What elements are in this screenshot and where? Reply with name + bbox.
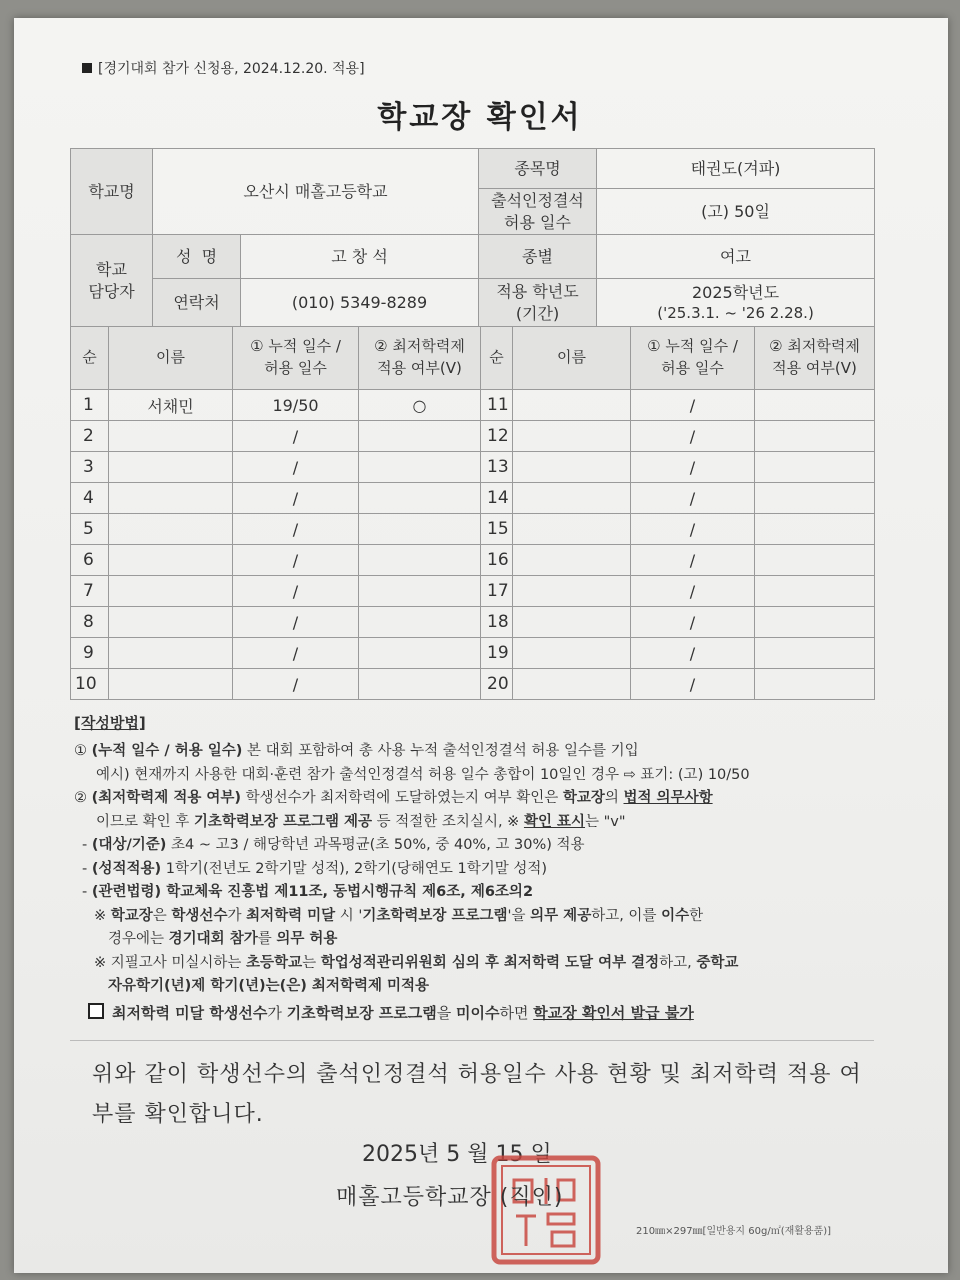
row-number: 9 bbox=[71, 638, 109, 669]
days-value: / bbox=[233, 483, 359, 514]
guide-line bbox=[74, 763, 884, 787]
writing-guide bbox=[74, 712, 884, 1025]
confirmation-text: 위와 같이 학생선수의 출석인정결석 허용일수 사용 현황 및 최저학력 적용 여부를 확인합니다. bbox=[92, 1062, 862, 1127]
days-value: / bbox=[631, 514, 755, 545]
guide-text: 학교체육 진흥법 제11조, 동법시행규칙 제6조, 제6조의2 bbox=[161, 884, 534, 900]
guide-text: ※ bbox=[94, 907, 111, 924]
min-check bbox=[755, 390, 875, 421]
staff-label-line2: 담당자 bbox=[88, 281, 135, 301]
min-check bbox=[755, 483, 875, 514]
contact-label: 연락처 bbox=[153, 279, 241, 327]
guide-line bbox=[74, 833, 884, 857]
days-value: / bbox=[631, 669, 755, 700]
table-row bbox=[71, 638, 875, 669]
allowance-label-line1: 출석인정결석 bbox=[491, 190, 584, 210]
name-header-right: 이름 bbox=[513, 327, 631, 390]
min-header-right bbox=[755, 327, 875, 390]
days-value: / bbox=[631, 483, 755, 514]
guide-line bbox=[74, 904, 884, 928]
min-check bbox=[359, 607, 481, 638]
student-name: 서채민 bbox=[109, 390, 233, 421]
days-value: / bbox=[233, 576, 359, 607]
student-name bbox=[109, 638, 233, 669]
guide-text: (관련법령) bbox=[91, 884, 162, 900]
guide-text: (대상/기준) bbox=[91, 837, 167, 853]
document-title: 학교장 확인서 bbox=[377, 100, 583, 135]
table-row bbox=[71, 390, 875, 421]
guide-text: 시 ' bbox=[335, 907, 363, 924]
days-header-line2: 허용 일수 bbox=[264, 359, 327, 377]
paper-spec: 210㎜×297㎜[일반용지 60g/㎡(재활용품)] bbox=[636, 1226, 832, 1237]
days-value: / bbox=[233, 452, 359, 483]
guide-text: 이수 bbox=[661, 907, 690, 924]
row-number: 14 bbox=[481, 483, 513, 514]
guide-final-line bbox=[74, 1002, 884, 1026]
days-value: / bbox=[233, 421, 359, 452]
student-name bbox=[513, 514, 631, 545]
days-value: / bbox=[233, 514, 359, 545]
table-row bbox=[71, 452, 875, 483]
min-check bbox=[755, 421, 875, 452]
guide-line bbox=[74, 857, 884, 881]
row-number: 7 bbox=[71, 576, 109, 607]
student-name bbox=[513, 483, 631, 514]
row-number: 8 bbox=[71, 607, 109, 638]
guide-text: (누적 일수 / 허용 일수) bbox=[91, 743, 243, 759]
guide-line bbox=[74, 974, 884, 998]
event-label: 종목명 bbox=[479, 149, 597, 189]
row-number: 15 bbox=[481, 514, 513, 545]
guide-text: 하고, 이를 bbox=[591, 907, 662, 924]
guide-text: 을 bbox=[436, 1003, 457, 1022]
row-number: 11 bbox=[481, 390, 513, 421]
min-check bbox=[359, 545, 481, 576]
guide-text: 한 bbox=[689, 907, 704, 924]
min-header-line1: ② 최저학력제 bbox=[374, 337, 465, 356]
min-header bbox=[359, 327, 481, 390]
guide-text: - bbox=[82, 884, 92, 900]
row-number: 2 bbox=[71, 421, 109, 452]
student-name bbox=[109, 669, 233, 700]
row-number: 4 bbox=[71, 483, 109, 514]
guide-text: 학생선수 bbox=[171, 907, 228, 924]
min-check bbox=[359, 638, 481, 669]
name-label: 성 명 bbox=[153, 235, 241, 279]
student-name bbox=[513, 545, 631, 576]
guide-text: 예시) 현재까지 사용한 대회·훈련 참가 출석인정결석 허용 일수 총합이 10일인 경우 ⇨ 표기: (고) 10/50 bbox=[96, 766, 750, 783]
form-note bbox=[82, 58, 365, 78]
guide-text: 의무 제공 bbox=[530, 907, 592, 924]
allowance-label-line2: 허용 일수 bbox=[504, 212, 571, 232]
student-name bbox=[109, 545, 233, 576]
row-number: 17 bbox=[481, 576, 513, 607]
days-value: / bbox=[233, 638, 359, 669]
guide-line bbox=[74, 927, 884, 951]
guide-text: 최저학력 미달 학생선수 bbox=[112, 1003, 268, 1022]
days-header-right-line2: 허용 일수 bbox=[661, 359, 724, 377]
min-check bbox=[359, 514, 481, 545]
student-name bbox=[513, 421, 631, 452]
square-bullet-icon bbox=[82, 63, 92, 73]
days-value: / bbox=[631, 452, 755, 483]
days-value: 19/50 bbox=[233, 390, 359, 421]
guide-text: 를 bbox=[257, 931, 277, 947]
guide-text: 는 bbox=[302, 954, 321, 971]
days-value: / bbox=[631, 390, 755, 421]
checkbox-arrow-icon bbox=[88, 1003, 104, 1019]
student-name bbox=[109, 576, 233, 607]
student-name bbox=[513, 669, 631, 700]
guide-text: 학생선수가 최저학력에 도달하였는지 여부 확인은 bbox=[241, 790, 563, 806]
order-header-right: 순 bbox=[481, 327, 513, 390]
student-name bbox=[513, 638, 631, 669]
event-value: 태권도(겨파) bbox=[597, 149, 875, 189]
principal-signature: 매홀고등학교장 (직인) bbox=[336, 1185, 564, 1210]
year-label bbox=[479, 279, 597, 327]
guide-text: 기초학력보장 프로그램 bbox=[286, 1003, 437, 1022]
guide-text: ② bbox=[74, 790, 92, 806]
year-value bbox=[597, 279, 875, 327]
days-value: / bbox=[233, 607, 359, 638]
days-value: / bbox=[631, 638, 755, 669]
row-number: 20 bbox=[481, 669, 513, 700]
row-number: 13 bbox=[481, 452, 513, 483]
days-header bbox=[233, 327, 359, 390]
min-check bbox=[755, 669, 875, 700]
guide-line bbox=[74, 786, 884, 810]
guide-line bbox=[74, 951, 884, 975]
year-value-line1: 2025학년도 bbox=[691, 282, 780, 302]
student-name bbox=[109, 452, 233, 483]
min-check: ○ bbox=[359, 390, 481, 421]
guide-text: 기초학력보장 프로그램 bbox=[362, 907, 508, 924]
guide-line bbox=[74, 739, 884, 763]
staff-label bbox=[71, 235, 153, 327]
school-label: 학교명 bbox=[71, 149, 153, 235]
min-header-right-line2: 적용 여부(V) bbox=[772, 359, 857, 377]
student-name bbox=[513, 390, 631, 421]
days-value: / bbox=[631, 576, 755, 607]
guide-text: 학교장 확인서 발급 불가 bbox=[533, 1003, 694, 1022]
guide-text: 가 bbox=[267, 1003, 287, 1022]
min-check bbox=[359, 421, 481, 452]
guide-text: 은 bbox=[152, 907, 172, 924]
year-label-line1: 적용 학년도 bbox=[496, 281, 579, 301]
days-value: / bbox=[233, 545, 359, 576]
min-header-line2: 적용 여부(V) bbox=[377, 359, 462, 377]
guide-text: 학교장 bbox=[110, 907, 153, 924]
guide-text: (성적적용) bbox=[91, 860, 162, 877]
form-note-text: [경기대회 참가 신청용, 2024.12.20. 적용] bbox=[98, 61, 365, 77]
student-name bbox=[513, 576, 631, 607]
guide-text: 하면 bbox=[499, 1003, 534, 1022]
name-header: 이름 bbox=[109, 327, 233, 390]
student-name bbox=[109, 607, 233, 638]
row-number: 1 bbox=[71, 390, 109, 421]
days-header-right bbox=[631, 327, 755, 390]
guide-text: 초4 ~ 고3 / 해당학년 과목평균(초 50%, 중 40%, 고 30%) 적용 bbox=[166, 837, 585, 853]
days-value: / bbox=[631, 545, 755, 576]
table-row bbox=[71, 514, 875, 545]
contact-value: (010) 5349-8289 bbox=[241, 279, 479, 327]
guide-text: ※ 지필고사 미실시하는 bbox=[94, 954, 247, 971]
guide-title: [작성방법] bbox=[74, 714, 146, 732]
info-table bbox=[70, 148, 875, 327]
guide-text: 등 적절한 조치실시, ※ bbox=[372, 813, 524, 830]
guide-text: 최저학력 미달 bbox=[246, 907, 336, 924]
allowance-value: (고) 50일 bbox=[597, 189, 875, 235]
row-number: 16 bbox=[481, 545, 513, 576]
student-roster-table bbox=[70, 326, 875, 700]
year-label-line2: (기간) bbox=[515, 303, 560, 323]
min-check bbox=[755, 638, 875, 669]
table-row bbox=[71, 576, 875, 607]
category-label: 종별 bbox=[479, 235, 597, 279]
school-value: 오산시 매홀고등학교 bbox=[153, 149, 479, 235]
divider bbox=[70, 1040, 874, 1041]
guide-text: 하고, bbox=[659, 954, 697, 971]
table-row bbox=[71, 421, 875, 452]
order-header: 순 bbox=[71, 327, 109, 390]
guide-text: - bbox=[82, 860, 92, 877]
table-row bbox=[71, 483, 875, 514]
days-value: / bbox=[631, 607, 755, 638]
year-value-line2: ('25.3.1. ~ '26 2.28.) bbox=[657, 304, 814, 323]
guide-text: 본 대회 포함하여 총 사용 누적 출석인정결석 허용 일수를 기입 bbox=[242, 743, 639, 759]
row-number: 18 bbox=[481, 607, 513, 638]
guide-text: 중학교 bbox=[696, 954, 739, 971]
guide-text: 의 bbox=[604, 790, 624, 806]
guide-text: 학업성적관리위원회 심의 후 최저학력 도달 여부 결정 bbox=[320, 954, 660, 971]
student-name bbox=[109, 514, 233, 545]
table-row bbox=[71, 607, 875, 638]
guide-line bbox=[74, 810, 884, 834]
guide-text: 초등학교 bbox=[246, 954, 303, 971]
guide-text: 미이수 bbox=[456, 1003, 500, 1022]
min-check bbox=[755, 545, 875, 576]
guide-text: 경기대회 참가 bbox=[168, 931, 258, 947]
guide-text: 가 bbox=[227, 907, 247, 924]
days-header-line1: ① 누적 일수 / bbox=[250, 337, 341, 356]
student-name bbox=[513, 607, 631, 638]
category-value: 여고 bbox=[597, 235, 875, 279]
min-check bbox=[755, 607, 875, 638]
guide-text: - bbox=[82, 837, 92, 853]
min-header-right-line1: ② 최저학력제 bbox=[769, 337, 860, 356]
row-number: 19 bbox=[481, 638, 513, 669]
table-row bbox=[71, 669, 875, 700]
guide-text: 는 "v" bbox=[585, 813, 626, 830]
min-check bbox=[755, 514, 875, 545]
student-name bbox=[513, 452, 631, 483]
guide-text: 경우에는 bbox=[108, 931, 169, 947]
guide-text: 기초학력보장 프로그램 제공 bbox=[193, 813, 373, 830]
guide-text: ① bbox=[74, 743, 92, 759]
row-number: 5 bbox=[71, 514, 109, 545]
guide-text: 의무 허용 bbox=[276, 931, 338, 947]
name-value: 고 창 석 bbox=[241, 235, 479, 279]
guide-text: 1학기(전년도 2학기말 성적), 2학기(당해연도 1학기말 성적) bbox=[161, 860, 548, 877]
issue-date: 2025년 5 월 15 일 bbox=[362, 1142, 552, 1167]
days-value: / bbox=[631, 421, 755, 452]
table-row bbox=[71, 545, 875, 576]
guide-text: (최저학력제 적용 여부) bbox=[91, 790, 242, 806]
student-name bbox=[109, 421, 233, 452]
guide-line bbox=[74, 880, 884, 904]
staff-label-line1: 학교 bbox=[96, 259, 127, 279]
row-number: 12 bbox=[481, 421, 513, 452]
min-check bbox=[359, 669, 481, 700]
guide-text: 학교장 bbox=[562, 790, 605, 806]
guide-text: '을 bbox=[507, 907, 531, 924]
allowance-label bbox=[479, 189, 597, 235]
min-check bbox=[359, 483, 481, 514]
row-number: 10 bbox=[71, 669, 109, 700]
row-number: 3 bbox=[71, 452, 109, 483]
min-check bbox=[359, 452, 481, 483]
guide-text: 법적 의무사항 bbox=[623, 790, 713, 806]
guide-text: 자유학기(년)제 학기(년)는(은) 최저학력제 미적용 bbox=[108, 978, 430, 994]
min-check bbox=[755, 576, 875, 607]
min-check bbox=[359, 576, 481, 607]
min-check bbox=[755, 452, 875, 483]
days-value: / bbox=[233, 669, 359, 700]
days-header-right-line1: ① 누적 일수 / bbox=[647, 337, 738, 356]
guide-text: 확인 표시 bbox=[523, 813, 586, 830]
guide-text: 이므로 확인 후 bbox=[96, 813, 194, 830]
row-number: 6 bbox=[71, 545, 109, 576]
student-name bbox=[109, 483, 233, 514]
